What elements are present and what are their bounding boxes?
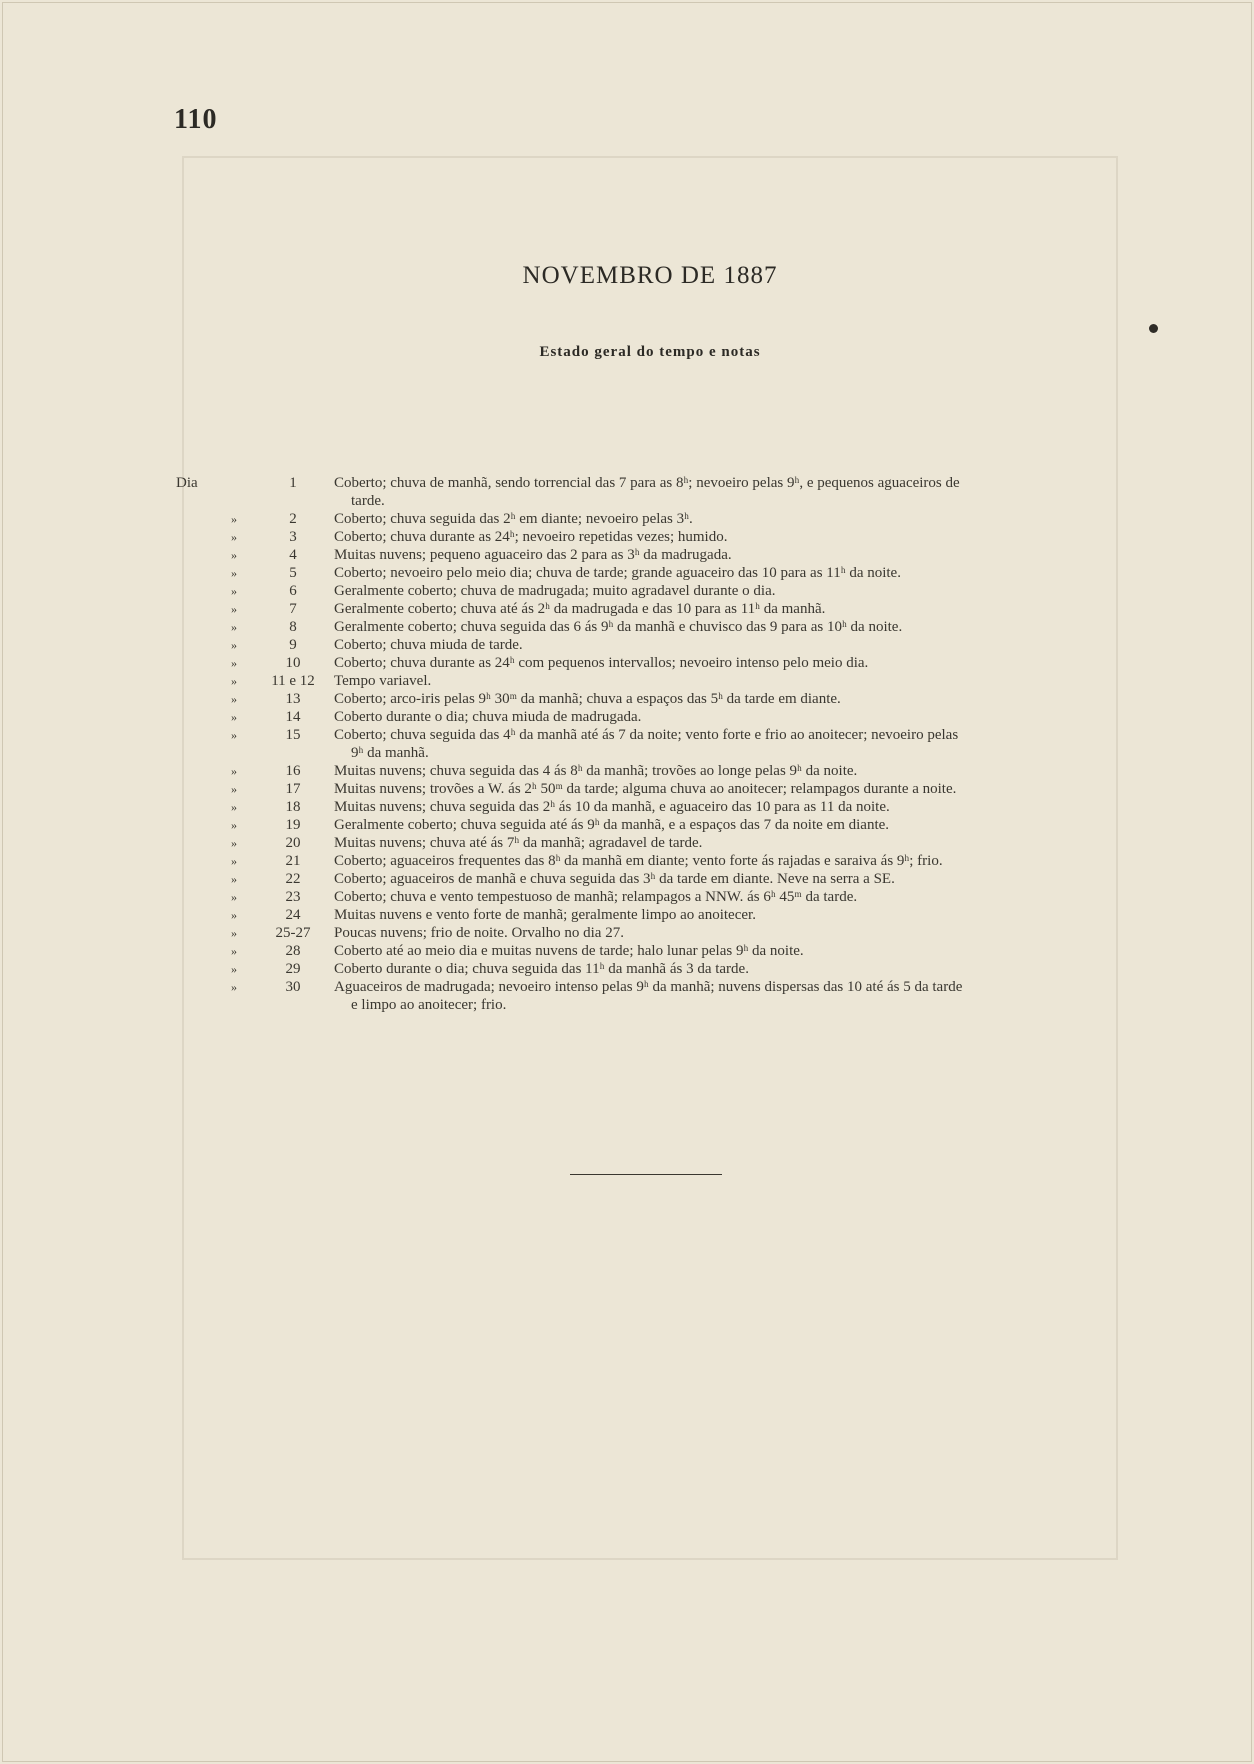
weather-note-continuation: 9ʰ da manhã. [351, 745, 429, 761]
table-row [176, 726, 1118, 762]
weather-note: Muitas nuvens; pequeno aguaceiro das 2 para as 3ʰ da madrugada. [334, 547, 732, 563]
day-number: 15 [285, 727, 301, 743]
day-number: 22 [285, 871, 301, 887]
day-number: 28 [285, 943, 301, 959]
day-number: 20 [285, 835, 301, 851]
ditto-mark: » [231, 638, 237, 652]
day-column-label [176, 654, 216, 672]
weather-note: Poucas nuvens; frio de noite. Orvalho no dia 27. [334, 925, 624, 941]
table-row [176, 690, 1118, 708]
weather-note-continuation: e limpo ao anoitecer; frio. [351, 997, 507, 1013]
ditto-mark: » [231, 944, 237, 958]
ditto-mark: » [231, 908, 237, 922]
day-column-label [176, 636, 216, 654]
ditto-mark: » [231, 782, 237, 796]
table-row [176, 942, 1118, 960]
weather-note: Geralmente coberto; chuva seguida das 6 ás 9ʰ da manhã e chuvisco das 9 para as 10ʰ da noite. [334, 619, 903, 635]
ink-speck [1149, 324, 1158, 333]
weather-note: Coberto durante o dia; chuva miuda de madrugada. [334, 709, 642, 725]
day-number: 23 [285, 889, 301, 905]
day-number: 24 [285, 907, 301, 923]
ditto-mark: » [231, 962, 237, 976]
weather-note: Geralmente coberto; chuva seguida até ás 9ʰ da manhã, e a espaços das 7 da noite em diante. [334, 817, 890, 833]
ditto-mark: » [231, 710, 237, 724]
page-subtitle: Estado geral do tempo e notas [539, 344, 761, 360]
ditto-mark: » [231, 854, 237, 868]
weather-note: Coberto; arco-iris pelas 9ʰ 30ᵐ da manhã; chuva a espaços das 5ʰ da tarde em diante. [334, 691, 841, 707]
day-number: 18 [285, 799, 301, 815]
weather-note: Coberto; chuva durante as 24ʰ; nevoeiro repetidas vezes; humido. [334, 529, 728, 545]
table-row [176, 780, 1118, 798]
ditto-mark: » [231, 584, 237, 598]
ditto-mark: » [231, 800, 237, 814]
day-column-label [176, 708, 216, 726]
table-row [176, 924, 1118, 942]
ditto-mark: » [231, 692, 237, 706]
day-number: 14 [285, 709, 301, 725]
day-column-label [176, 690, 216, 708]
weather-note: Coberto; chuva miuda de tarde. [334, 637, 523, 653]
weather-note: Muitas nuvens; chuva até ás 7ʰ da manhã; agradavel de tarde. [334, 835, 703, 851]
weather-note: Coberto; chuva durante as 24ʰ com pequenos intervallos; nevoeiro intenso pelo meio dia. [334, 655, 869, 671]
ditto-mark: » [231, 728, 237, 742]
ditto-mark: » [231, 764, 237, 778]
day-column-label [176, 798, 216, 816]
weather-notes-table [176, 474, 1118, 1014]
day-column-label: Dia [176, 475, 198, 491]
table-row [176, 906, 1118, 924]
weather-note: Coberto; aguaceiros de manhã e chuva seguida das 3ʰ da tarde em diante. Neve na serra a SE. [334, 871, 895, 887]
weather-note: Geralmente coberto; chuva até ás 2ʰ da madrugada e das 10 para as 11ʰ da manhã. [334, 601, 826, 617]
day-column-label [176, 888, 216, 906]
table-row [176, 474, 1118, 510]
table-row [176, 762, 1118, 780]
day-column-label [176, 960, 216, 978]
table-row [176, 834, 1118, 852]
table-row [176, 564, 1118, 582]
weather-note: Tempo variavel. [334, 673, 432, 689]
table-row [176, 672, 1118, 690]
day-column-label [176, 510, 216, 528]
day-column-label [176, 942, 216, 960]
table-row [176, 654, 1118, 672]
day-number: 19 [285, 817, 301, 833]
ditto-mark: » [231, 548, 237, 562]
day-column-label [176, 834, 216, 852]
table-row [176, 582, 1118, 600]
day-number: 1 [289, 475, 297, 491]
day-column-label [176, 672, 216, 690]
day-number: 8 [289, 619, 297, 635]
ditto-mark: » [231, 620, 237, 634]
day-column-label [176, 870, 216, 888]
weather-note: Coberto durante o dia; chuva seguida das 11ʰ da manhã ás 3 da tarde. [334, 961, 749, 977]
day-column-label [176, 564, 216, 582]
weather-note: Coberto; nevoeiro pelo meio dia; chuva de tarde; grande aguaceiro das 10 para as 11ʰ da noite. [334, 565, 901, 581]
day-column-label [176, 528, 216, 546]
day-number: 30 [285, 979, 301, 995]
day-column-label [176, 582, 216, 600]
day-number: 17 [285, 781, 301, 797]
ditto-mark: » [231, 602, 237, 616]
ditto-mark [216, 474, 252, 510]
day-column-label [176, 600, 216, 618]
table-row [176, 960, 1118, 978]
day-column-label [176, 978, 216, 1014]
weather-note: Coberto; chuva seguida das 2ʰ em diante; nevoeiro pelas 3ʰ. [334, 511, 693, 527]
weather-note: Coberto; aguaceiros frequentes das 8ʰ da manhã em diante; vento forte ás rajadas e saraiva ás 9ʰ; frio. [334, 853, 943, 869]
day-column-label [176, 780, 216, 798]
table-row [176, 888, 1118, 906]
ditto-mark: » [231, 818, 237, 832]
table-row [176, 636, 1118, 654]
day-column-label [176, 726, 216, 762]
ditto-mark: » [231, 656, 237, 670]
day-number: 16 [285, 763, 301, 779]
day-column-label [176, 852, 216, 870]
ditto-mark: » [231, 926, 237, 940]
weather-note: Muitas nuvens; chuva seguida das 4 ás 8ʰ da manhã; trovões ao longe pelas 9ʰ da noite. [334, 763, 858, 779]
weather-note: Muitas nuvens; chuva seguida das 2ʰ ás 10 da manhã, e aguaceiro das 10 para as 11 da noite. [334, 799, 890, 815]
day-number: 7 [289, 601, 297, 617]
page-title: NOVEMBRO DE 1887 [522, 262, 778, 289]
day-number: 6 [289, 583, 297, 599]
table-row [176, 852, 1118, 870]
day-number: 4 [289, 547, 297, 563]
ditto-mark: » [231, 836, 237, 850]
table-row [176, 816, 1118, 834]
day-number: 11 e 12 [271, 673, 315, 689]
day-column-label [176, 762, 216, 780]
day-number: 2 [289, 511, 297, 527]
weather-note: Coberto; chuva e vento tempestuoso de manhã; relampagos a NNW. ás 6ʰ 45ᵐ da tarde. [334, 889, 858, 905]
ditto-mark: » [231, 872, 237, 886]
day-number: 25-27 [275, 925, 311, 941]
ditto-mark: » [231, 530, 237, 544]
table-row [176, 708, 1118, 726]
day-number: 5 [289, 565, 297, 581]
day-number: 29 [285, 961, 301, 977]
ditto-mark: » [231, 980, 237, 994]
day-number: 13 [285, 691, 301, 707]
table-row [176, 618, 1118, 636]
ditto-mark: » [231, 890, 237, 904]
day-column-label [176, 618, 216, 636]
weather-note: Aguaceiros de madrugada; nevoeiro intenso pelas 9ʰ da manhã; nuvens dispersas das 10 até ás 5 da tarde e limpo ao anoitecer; frio. [334, 978, 1118, 1014]
day-column-label [176, 906, 216, 924]
table-row [176, 510, 1118, 528]
table-row [176, 978, 1118, 1014]
day-number: 10 [285, 655, 301, 671]
day-column-label [176, 816, 216, 834]
ditto-mark: » [231, 566, 237, 580]
weather-note-continuation: tarde. [351, 493, 385, 509]
day-column-label [176, 546, 216, 564]
table-row [176, 528, 1118, 546]
weather-note: Muitas nuvens e vento forte de manhã; geralmente limpo ao anoitecer. [334, 907, 756, 923]
page-number: 110 [174, 104, 218, 135]
ditto-mark: » [231, 512, 237, 526]
table-row [176, 870, 1118, 888]
weather-note: Coberto; chuva seguida das 4ʰ da manhã até ás 7 da noite; vento forte e frio ao anoitecer; nevoeiro pelas 9ʰ da manhã. [334, 726, 1118, 762]
weather-note: Geralmente coberto; chuva de madrugada; muito agradavel durante o dia. [334, 583, 776, 599]
day-number: 9 [289, 637, 297, 653]
table-row [176, 600, 1118, 618]
day-number: 21 [285, 853, 301, 869]
ditto-mark: » [231, 674, 237, 688]
table-row [176, 798, 1118, 816]
day-column-label [176, 924, 216, 942]
weather-note: Coberto; chuva de manhã, sendo torrencial das 7 para as 8ʰ; nevoeiro pelas 9ʰ, e pequenos aguaceiros de tarde. [334, 474, 1118, 510]
table-row [176, 546, 1118, 564]
closing-rule [570, 1174, 722, 1175]
weather-note: Coberto até ao meio dia e muitas nuvens de tarde; halo lunar pelas 9ʰ da noite. [334, 943, 804, 959]
day-number: 3 [289, 529, 297, 545]
weather-note: Muitas nuvens; trovões a W. ás 2ʰ 50ᵐ da tarde; alguma chuva ao anoitecer; relampagos durante a noite. [334, 781, 957, 797]
